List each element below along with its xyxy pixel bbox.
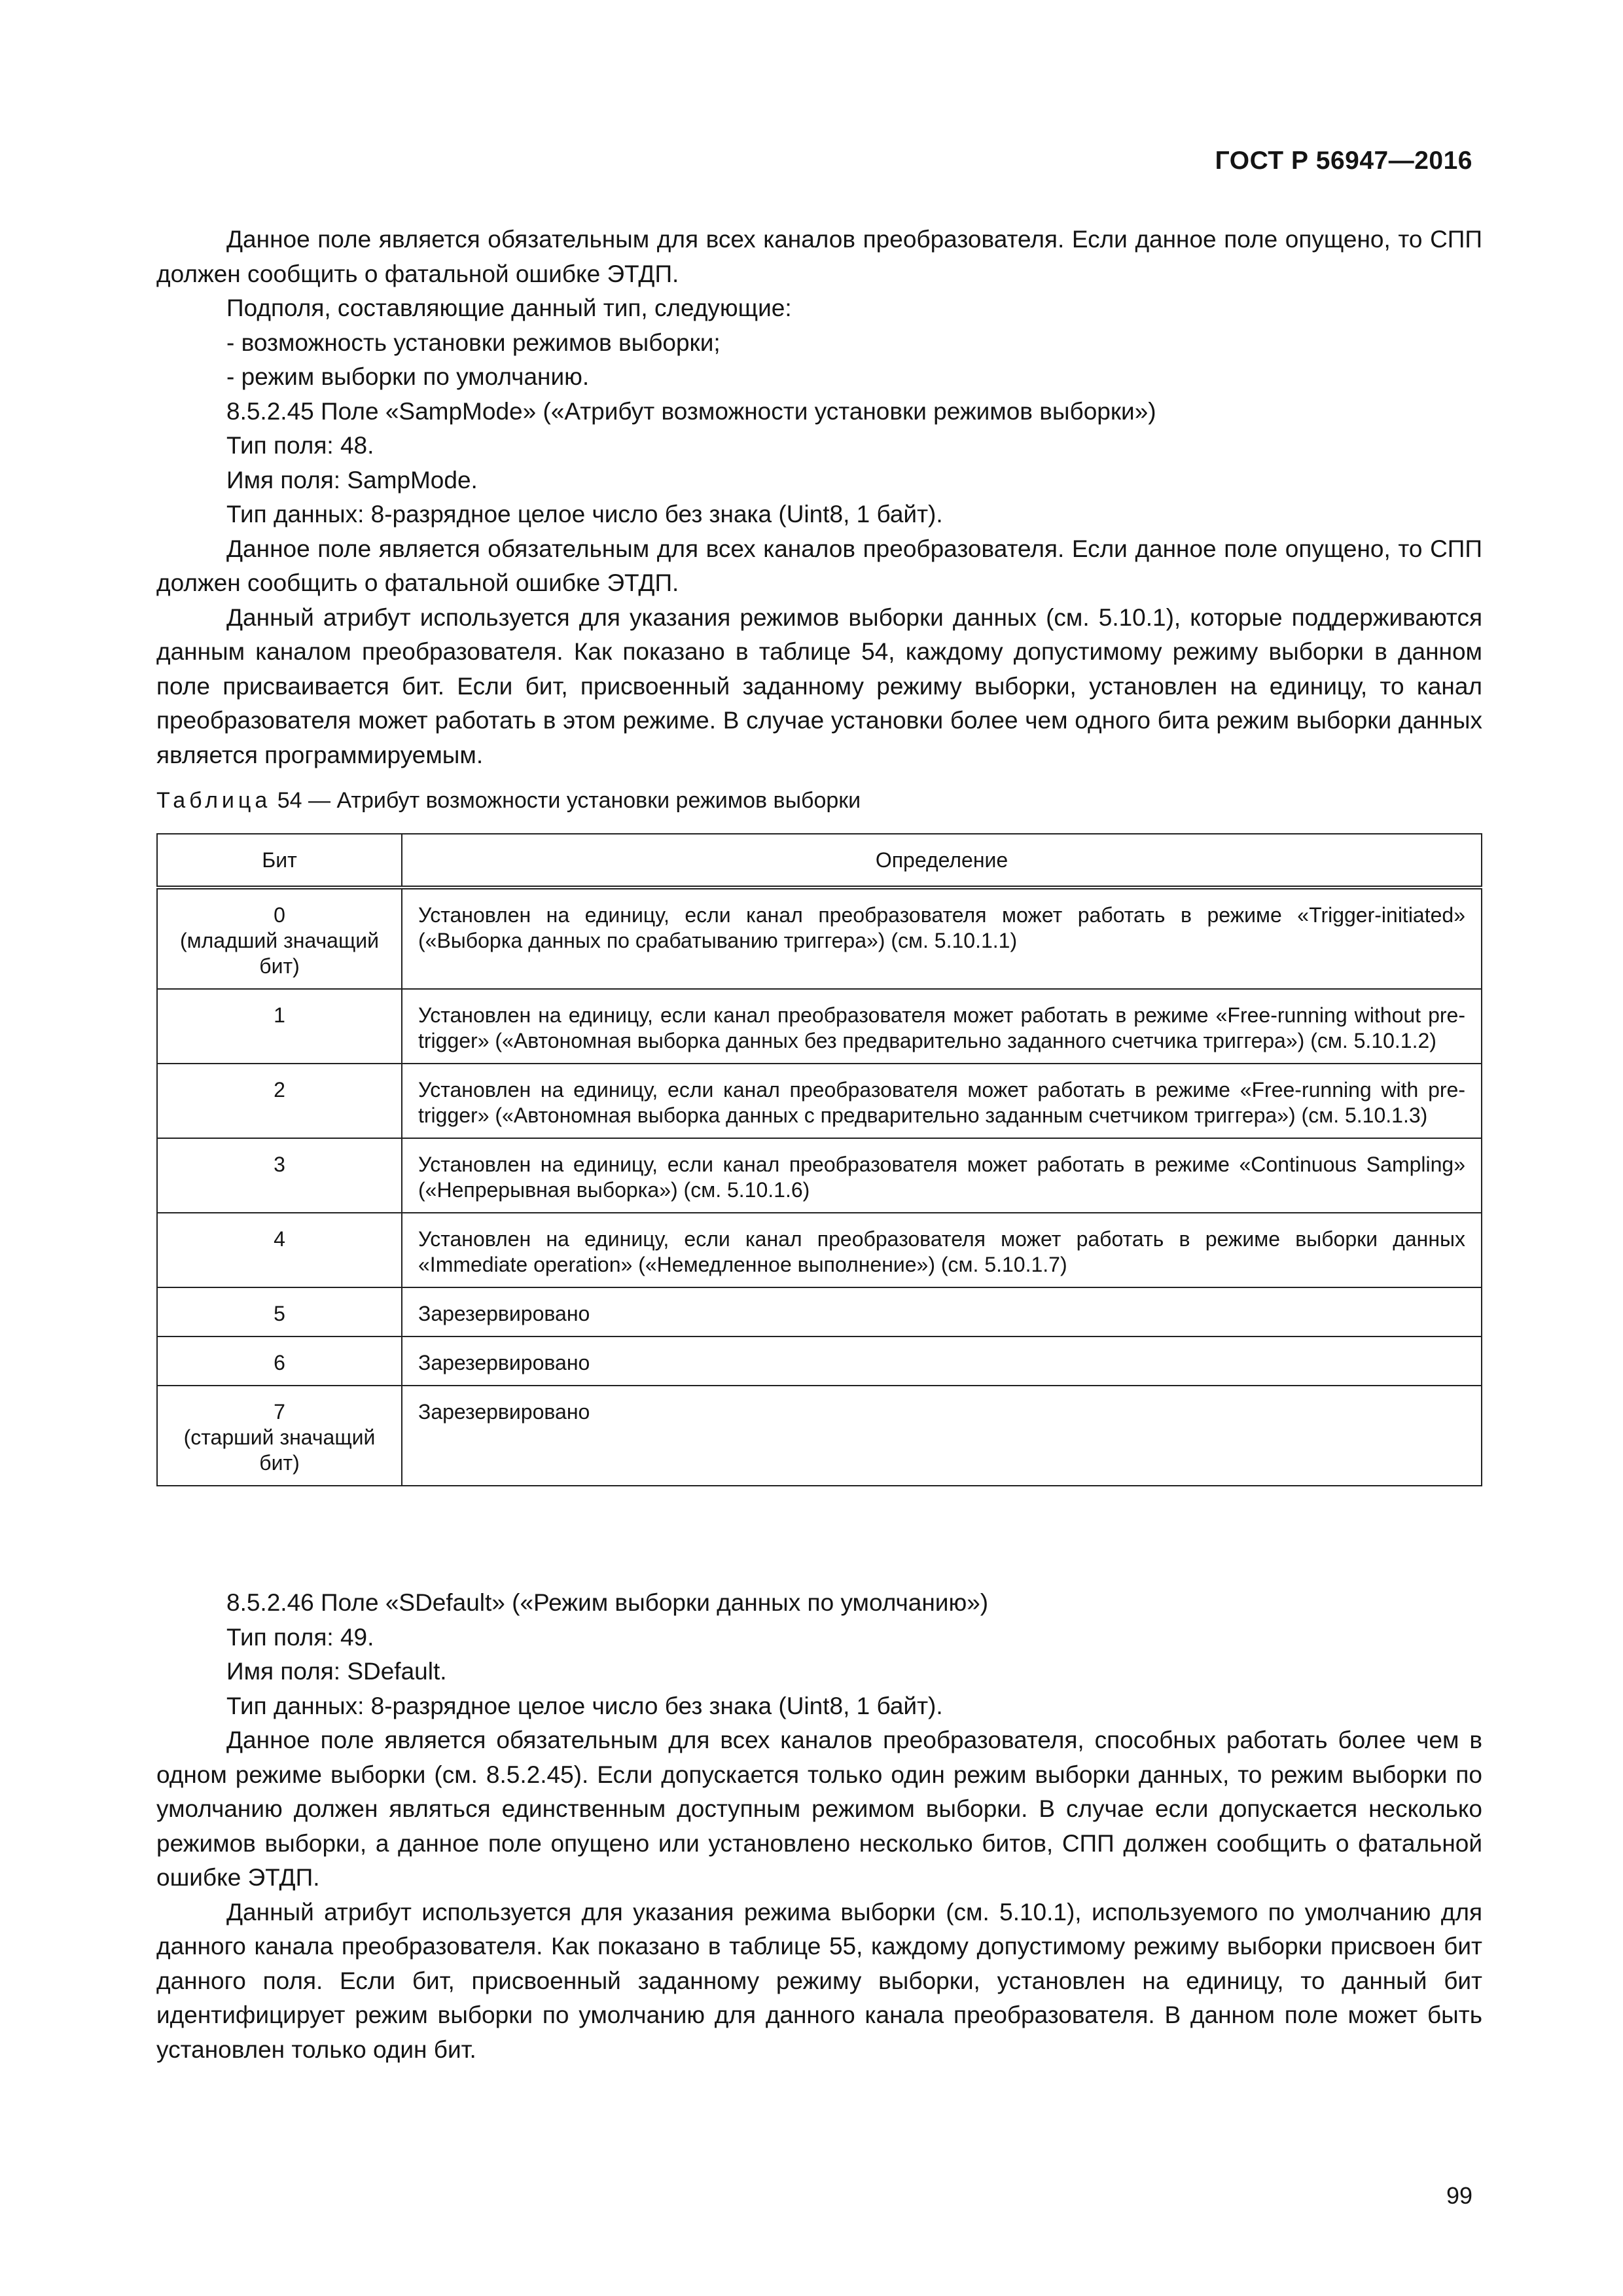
page-number: 99	[1446, 2182, 1472, 2209]
table-row	[157, 989, 1482, 1064]
paragraph: Данное поле является обязательным для всех каналов преобразователя, способных работать более чем в одном режиме выборки (см. 8.5.2.45). Если допускается только один режим выборки данных, то режим выборки по умолчанию должен являться единственным доступным режимом выборки. В случае если допускается несколько режимов выборки, а данное поле опущено или установлено несколько битов, СПП должен сообщить о фатальной ошибке ЭТДП.	[156, 1727, 1482, 1891]
definition-cell: Зарезервировано	[402, 1336, 1482, 1386]
definition-cell: Установлен на единицу, если канал преобразователя может работать в режиме «Continuous Sampling» («Непрерывная выборка») (см. 5.10.1.6)	[402, 1138, 1482, 1213]
definition-cell: Установлен на единицу, если канал преобразователя может работать в режиме «Free-running without pre-trigger» («Автономная выборка данных без предварительно заданного счетчика триггера») (см. 5.10.1.2)	[402, 989, 1482, 1064]
table-header-row	[157, 834, 1482, 888]
table-row	[157, 888, 1482, 989]
table-row	[157, 1213, 1482, 1287]
bottom-text-section	[156, 1586, 1482, 2067]
table-row	[157, 1064, 1482, 1138]
bit-note: (младший значащий бит)	[179, 929, 380, 978]
paragraph: Тип данных: 8-разрядное целое число без знака (Uint8, 1 байт).	[226, 1692, 943, 1719]
paragraph: 8.5.2.45 Поле «SampMode» («Атрибут возможности установки режимов выборки»)	[226, 397, 1156, 425]
paragraph: Тип данных: 8-разрядное целое число без знака (Uint8, 1 байт).	[226, 501, 943, 528]
bit-number: 2	[274, 1078, 285, 1102]
paragraph: Данное поле является обязательным для всех каналов преобразователя. Если данное поле опущено, то СПП должен сообщить о фатальной ошибке ЭТДП.	[156, 226, 1482, 287]
bit-cell	[157, 1213, 402, 1287]
paragraph: Имя поля: SampMode.	[226, 466, 478, 493]
bit-number: 5	[274, 1302, 285, 1325]
paragraph: - возможность установки режимов выборки;	[226, 329, 721, 356]
definition-cell: Установлен на единицу, если канал преобразователя может работать в режиме выборки данных «Immediate operation» («Немедленное выполнение») (см. 5.10.1.7)	[402, 1213, 1482, 1287]
definition-cell: Установлен на единицу, если канал преобразователя может работать в режиме «Trigger-initiated» («Выборка данных по срабатыванию триггера») (см. 5.10.1.1)	[402, 888, 1482, 989]
paragraph: Данный атрибут используется для указания режима выборки (см. 5.10.1), используемого по умолчанию для данного канала преобразователя. Как показано в таблице 55, каждому допустимому режиму выборки присвоен бит данного поля. Если бит, присвоенный заданному режиму выборки, установлен на единицу, то данный бит идентифицирует режим выборки по умолчанию для данного канала преобразователя. В данном поле может быть установлен только один бит.	[156, 1898, 1482, 2063]
bit-cell	[157, 1287, 402, 1336]
paragraph: Имя поля: SDefault.	[226, 1658, 447, 1685]
table-row	[157, 1138, 1482, 1213]
paragraph: - режим выборки по умолчанию.	[226, 363, 590, 390]
bit-cell	[157, 1138, 402, 1213]
top-text-section	[156, 223, 1482, 772]
table-row	[157, 1336, 1482, 1386]
bit-number: 7	[274, 1400, 285, 1424]
bit-cell	[157, 1064, 402, 1138]
bit-cell	[157, 989, 402, 1064]
table-caption-word: Таблица	[156, 788, 272, 813]
bit-cell	[157, 1386, 402, 1486]
header-definition: Определение	[402, 834, 1482, 888]
bit-cell	[157, 888, 402, 989]
definition-cell: Зарезервировано	[402, 1386, 1482, 1486]
bits-table	[156, 833, 1482, 1486]
bit-number: 3	[274, 1153, 285, 1176]
table-row	[157, 1386, 1482, 1486]
bit-number: 1	[274, 1003, 285, 1027]
table-row	[157, 1287, 1482, 1336]
paragraph: Данное поле является обязательным для всех каналов преобразователя. Если данное поле опущено, то СПП должен сообщить о фатальной ошибке ЭТДП.	[156, 535, 1482, 596]
bit-cell	[157, 1336, 402, 1386]
document-header: ГОСТ Р 56947—2016	[1215, 147, 1472, 175]
bit-number: 0	[274, 903, 285, 927]
paragraph: Тип поля: 49.	[226, 1623, 374, 1651]
bit-number: 4	[274, 1227, 285, 1251]
bit-note: (старший значащий бит)	[183, 1426, 376, 1475]
paragraph: 8.5.2.46 Поле «SDefault» («Режим выборки данных по умолчанию»)	[226, 1589, 989, 1616]
header-bit: Бит	[157, 834, 402, 888]
paragraph: Тип поля: 48.	[226, 432, 374, 459]
table-caption-title: 54 — Атрибут возможности установки режимов выборки	[271, 788, 861, 813]
definition-cell: Установлен на единицу, если канал преобразователя может работать в режиме «Free-running with pre-trigger» («Автономная выборка данных с предварительно заданным счетчиком триггера») (см. 5.10.1.3)	[402, 1064, 1482, 1138]
definition-cell: Зарезервировано	[402, 1287, 1482, 1336]
paragraph: Данный атрибут используется для указания режимов выборки данных (см. 5.10.1), которые поддерживаются данным каналом преобразователя. Как показано в таблице 54, каждому допустимому режиму выборки в данном поле присваивается бит. Если бит, присвоенный заданному режиму выборки, установлен на единицу, то канал преобразователя может работать в этом режиме. В случае установки более чем одного бита режим выборки данных является программируемым.	[156, 603, 1482, 768]
table-caption	[156, 785, 861, 816]
table-body	[157, 888, 1482, 1486]
paragraph: Подполя, составляющие данный тип, следующие:	[226, 295, 792, 321]
bit-number: 6	[274, 1351, 285, 1374]
